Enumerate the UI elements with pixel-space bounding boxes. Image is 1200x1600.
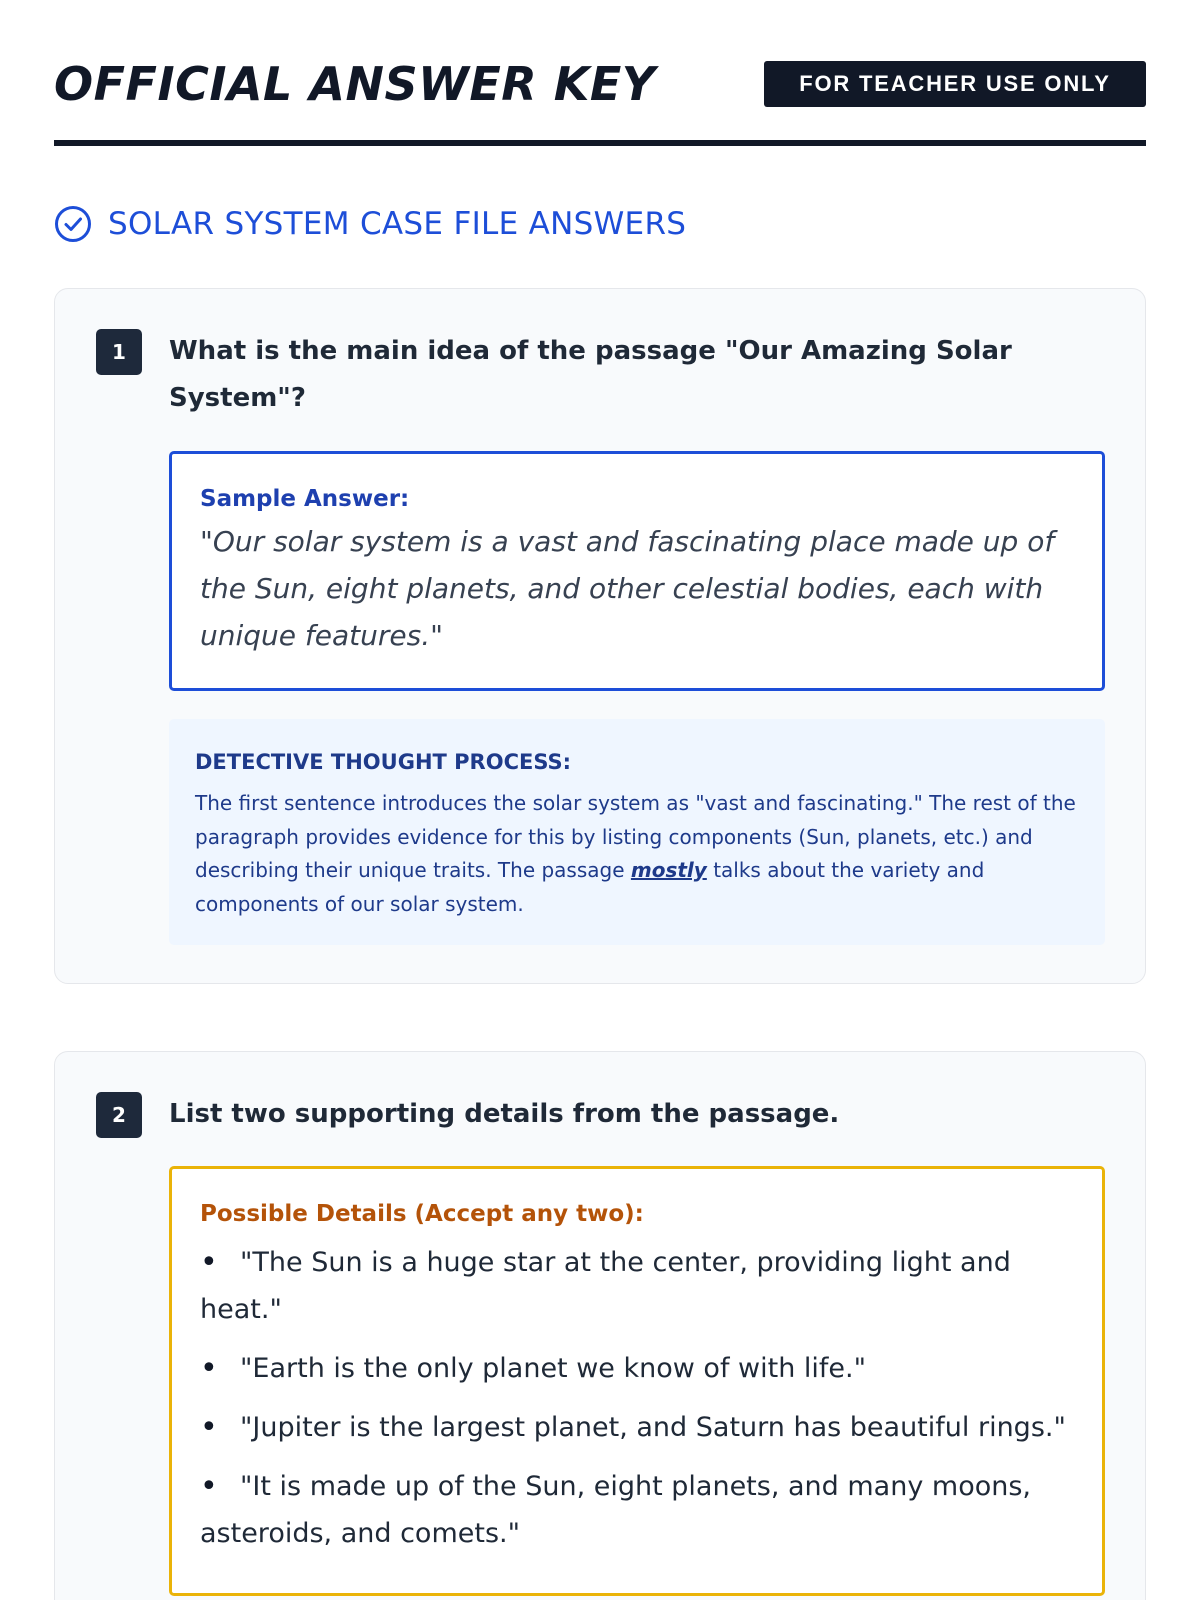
possible-details-label: Possible Details (Accept any two): (200, 1201, 644, 1227)
page-title: OFFICIAL ANSWER KEY (54, 57, 656, 111)
sample-answer-text: "Our solar system is a vast and fascinating place made up of the Sun, eight planets, and other celestial bodies, each with unique features." (200, 525, 1055, 652)
check-circle-icon (54, 205, 92, 243)
header (54, 48, 1146, 118)
question-text: List two supporting details from the passage. (169, 1099, 840, 1129)
list-item: • "Jupiter is the largest planet, and Saturn has beautiful rings." (200, 1404, 1074, 1451)
teacher-use-badge: FOR TEACHER USE ONLY (764, 61, 1146, 107)
question-number-badge: 1 (96, 329, 142, 375)
question-card-2 (54, 1051, 1146, 1600)
question-card-1 (54, 288, 1146, 984)
question-number-badge: 2 (96, 1092, 142, 1138)
section-title: SOLAR SYSTEM CASE FILE ANSWERS (108, 206, 687, 242)
sample-answer-box (169, 451, 1105, 691)
question-text: What is the main idea of the passage "Our Amazing Solar System"? (169, 336, 1012, 413)
section-heading (54, 202, 686, 246)
header-divider (54, 140, 1146, 146)
thought-text-part-2: talks about the variety and components of our solar system. (195, 858, 985, 916)
list-item: • "Earth is the only planet we know of with life." (200, 1345, 1074, 1392)
details-list (200, 1239, 1074, 1557)
thought-process-box (169, 719, 1105, 945)
list-item: • "It is made up of the Sun, eight planets, and many moons, asteroids, and comets." (200, 1463, 1074, 1557)
thought-text-part-1: The first sentence introduces the solar system as "vast and fascinating." The rest of the paragraph provides evidence for this by listing components (Sun, planets, etc.) and describing their unique traits. The passage (195, 791, 1076, 882)
list-item: • "The Sun is a huge star at the center, providing light and heat." (200, 1239, 1074, 1333)
sample-answer-label: Sample Answer: (200, 486, 410, 512)
thought-emphasis: mostly (630, 858, 707, 882)
possible-details-box (169, 1166, 1105, 1596)
thought-process-text (195, 787, 1079, 921)
thought-process-label: DETECTIVE THOUGHT PROCESS: (195, 750, 572, 774)
